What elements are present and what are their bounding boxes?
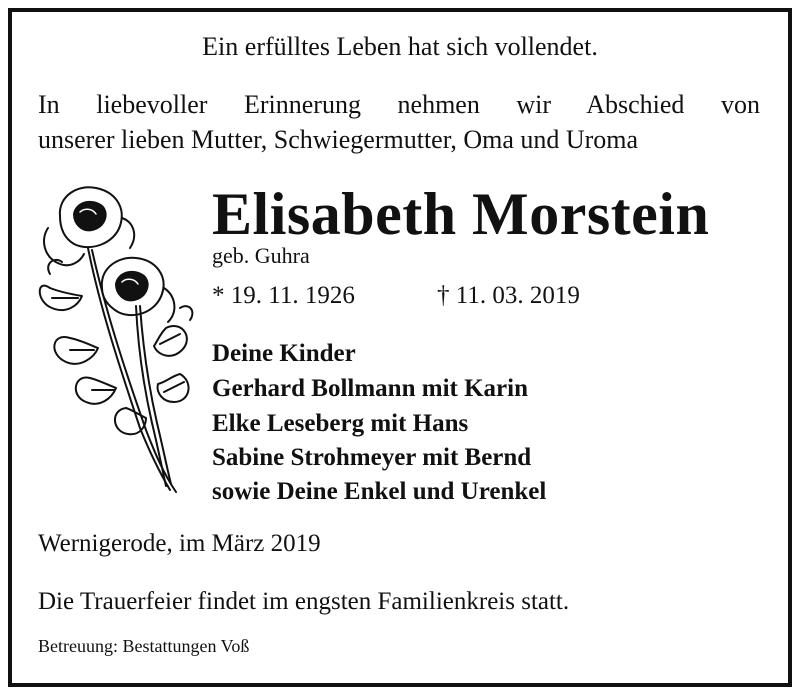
family-line: Deine Kinder	[212, 340, 356, 367]
roses-illustration	[30, 178, 198, 498]
birth-date: * 19. 11. 1926	[212, 282, 355, 309]
family-line: sowie Deine Enkel und Urenkel	[212, 478, 547, 505]
family-line: Gerhard Bollmann mit Karin	[212, 375, 528, 402]
deceased-name: Elisabeth Morstein	[212, 181, 710, 247]
place-date: Wernigerode, im März 2019	[38, 530, 321, 557]
funeral-note: Die Trauerfeier findet im engsten Familienkreis statt.	[38, 588, 570, 615]
intro-line: Ein erfülltes Leben hat sich vollendet.	[202, 32, 598, 61]
memorial-line-2: unserer lieben Mutter, Schwiegermutter, Oma und Uroma	[38, 125, 639, 154]
death-date: † 11. 03. 2019	[437, 282, 580, 309]
memorial-line-1: In liebevoller Erinnerung nehmen wir Abschied von	[38, 90, 760, 119]
birth-name: geb. Guhra	[212, 243, 310, 268]
family-line: Elke Leseberg mit Hans	[212, 410, 469, 437]
funeral-home-credit: Betreuung: Bestattungen Voß	[38, 636, 250, 656]
family-line: Sabine Strohmeyer mit Bernd	[212, 444, 532, 471]
